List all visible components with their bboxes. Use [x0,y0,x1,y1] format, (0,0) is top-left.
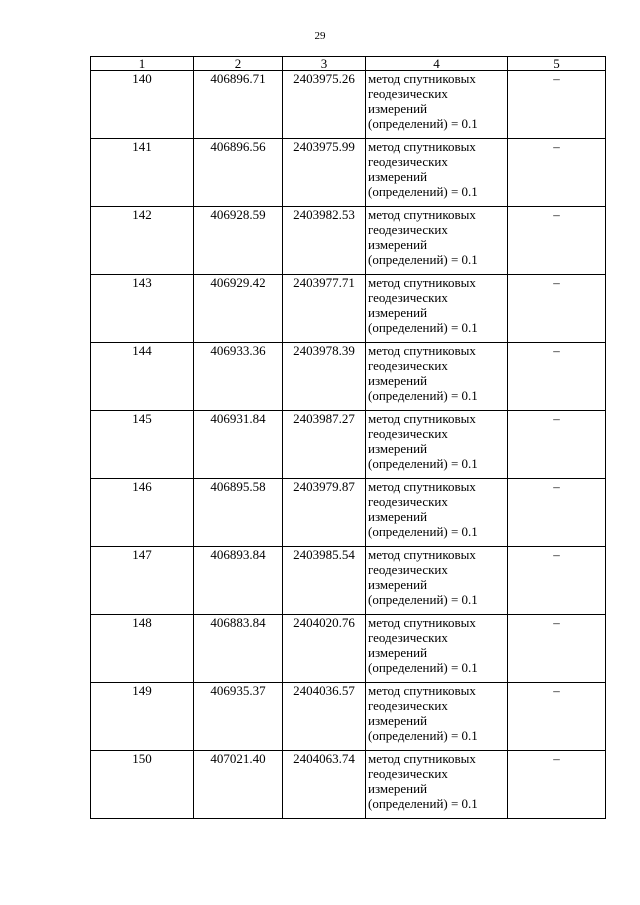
note-cell: – [508,139,606,207]
note-cell: – [508,683,606,751]
table-row [91,343,606,411]
method-cell: метод спутниковых геодезических измерений (определений) = 0.1 [366,683,508,751]
x-coordinate-cell: 406935.37 [194,683,283,751]
y-coordinate-cell: 2404020.76 [283,615,366,683]
point-number-cell: 147 [91,547,194,615]
column-header-4: 4 [366,57,508,71]
column-header-5: 5 [508,57,606,71]
y-coordinate-cell: 2403977.71 [283,275,366,343]
method-cell: метод спутниковых геодезических измерений (определений) = 0.1 [366,615,508,683]
table-row [91,207,606,275]
point-number-cell: 145 [91,411,194,479]
note-cell: – [508,751,606,819]
y-coordinate-cell: 2404063.74 [283,751,366,819]
table-row [91,683,606,751]
y-coordinate-cell: 2403978.39 [283,343,366,411]
method-cell: метод спутниковых геодезических измерений (определений) = 0.1 [366,547,508,615]
point-number-cell: 148 [91,615,194,683]
x-coordinate-cell: 407021.40 [194,751,283,819]
point-number-cell: 150 [91,751,194,819]
note-cell: – [508,547,606,615]
column-header-1: 1 [91,57,194,71]
method-cell: метод спутниковых геодезических измерений (определений) = 0.1 [366,275,508,343]
method-cell: метод спутниковых геодезических измерений (определений) = 0.1 [366,479,508,547]
page-number: 29 [314,30,326,42]
x-coordinate-cell: 406931.84 [194,411,283,479]
point-number-cell: 149 [91,683,194,751]
y-coordinate-cell: 2403975.99 [283,139,366,207]
method-cell: метод спутниковых геодезических измерений (определений) = 0.1 [366,139,508,207]
point-number-cell: 143 [91,275,194,343]
column-header-3: 3 [283,57,366,71]
x-coordinate-cell: 406895.58 [194,479,283,547]
point-number-cell: 140 [91,71,194,139]
note-cell: – [508,479,606,547]
method-cell: метод спутниковых геодезических измерений (определений) = 0.1 [366,71,508,139]
header-row [91,57,606,71]
y-coordinate-cell: 2403982.53 [283,207,366,275]
x-coordinate-cell: 406933.36 [194,343,283,411]
method-cell: метод спутниковых геодезических измерений (определений) = 0.1 [366,343,508,411]
table-row [91,547,606,615]
table-row [91,275,606,343]
x-coordinate-cell: 406883.84 [194,615,283,683]
table-row [91,479,606,547]
x-coordinate-cell: 406929.42 [194,275,283,343]
x-coordinate-cell: 406893.84 [194,547,283,615]
coordinates-table [90,56,606,819]
note-cell: – [508,343,606,411]
method-cell: метод спутниковых геодезических измерений (определений) = 0.1 [366,411,508,479]
x-coordinate-cell: 406896.56 [194,139,283,207]
y-coordinate-cell: 2403985.54 [283,547,366,615]
table-row [91,71,606,139]
note-cell: – [508,207,606,275]
y-coordinate-cell: 2403979.87 [283,479,366,547]
point-number-cell: 141 [91,139,194,207]
y-coordinate-cell: 2404036.57 [283,683,366,751]
note-cell: – [508,275,606,343]
note-cell: – [508,411,606,479]
y-coordinate-cell: 2403975.26 [283,71,366,139]
point-number-cell: 146 [91,479,194,547]
note-cell: – [508,71,606,139]
x-coordinate-cell: 406928.59 [194,207,283,275]
x-coordinate-cell: 406896.71 [194,71,283,139]
y-coordinate-cell: 2403987.27 [283,411,366,479]
method-cell: метод спутниковых геодезических измерений (определений) = 0.1 [366,207,508,275]
column-header-2: 2 [194,57,283,71]
table-row [91,751,606,819]
table-row [91,411,606,479]
note-cell: – [508,615,606,683]
table-row [91,139,606,207]
point-number-cell: 144 [91,343,194,411]
method-cell: метод спутниковых геодезических измерений (определений) = 0.1 [366,751,508,819]
table-row [91,615,606,683]
point-number-cell: 142 [91,207,194,275]
